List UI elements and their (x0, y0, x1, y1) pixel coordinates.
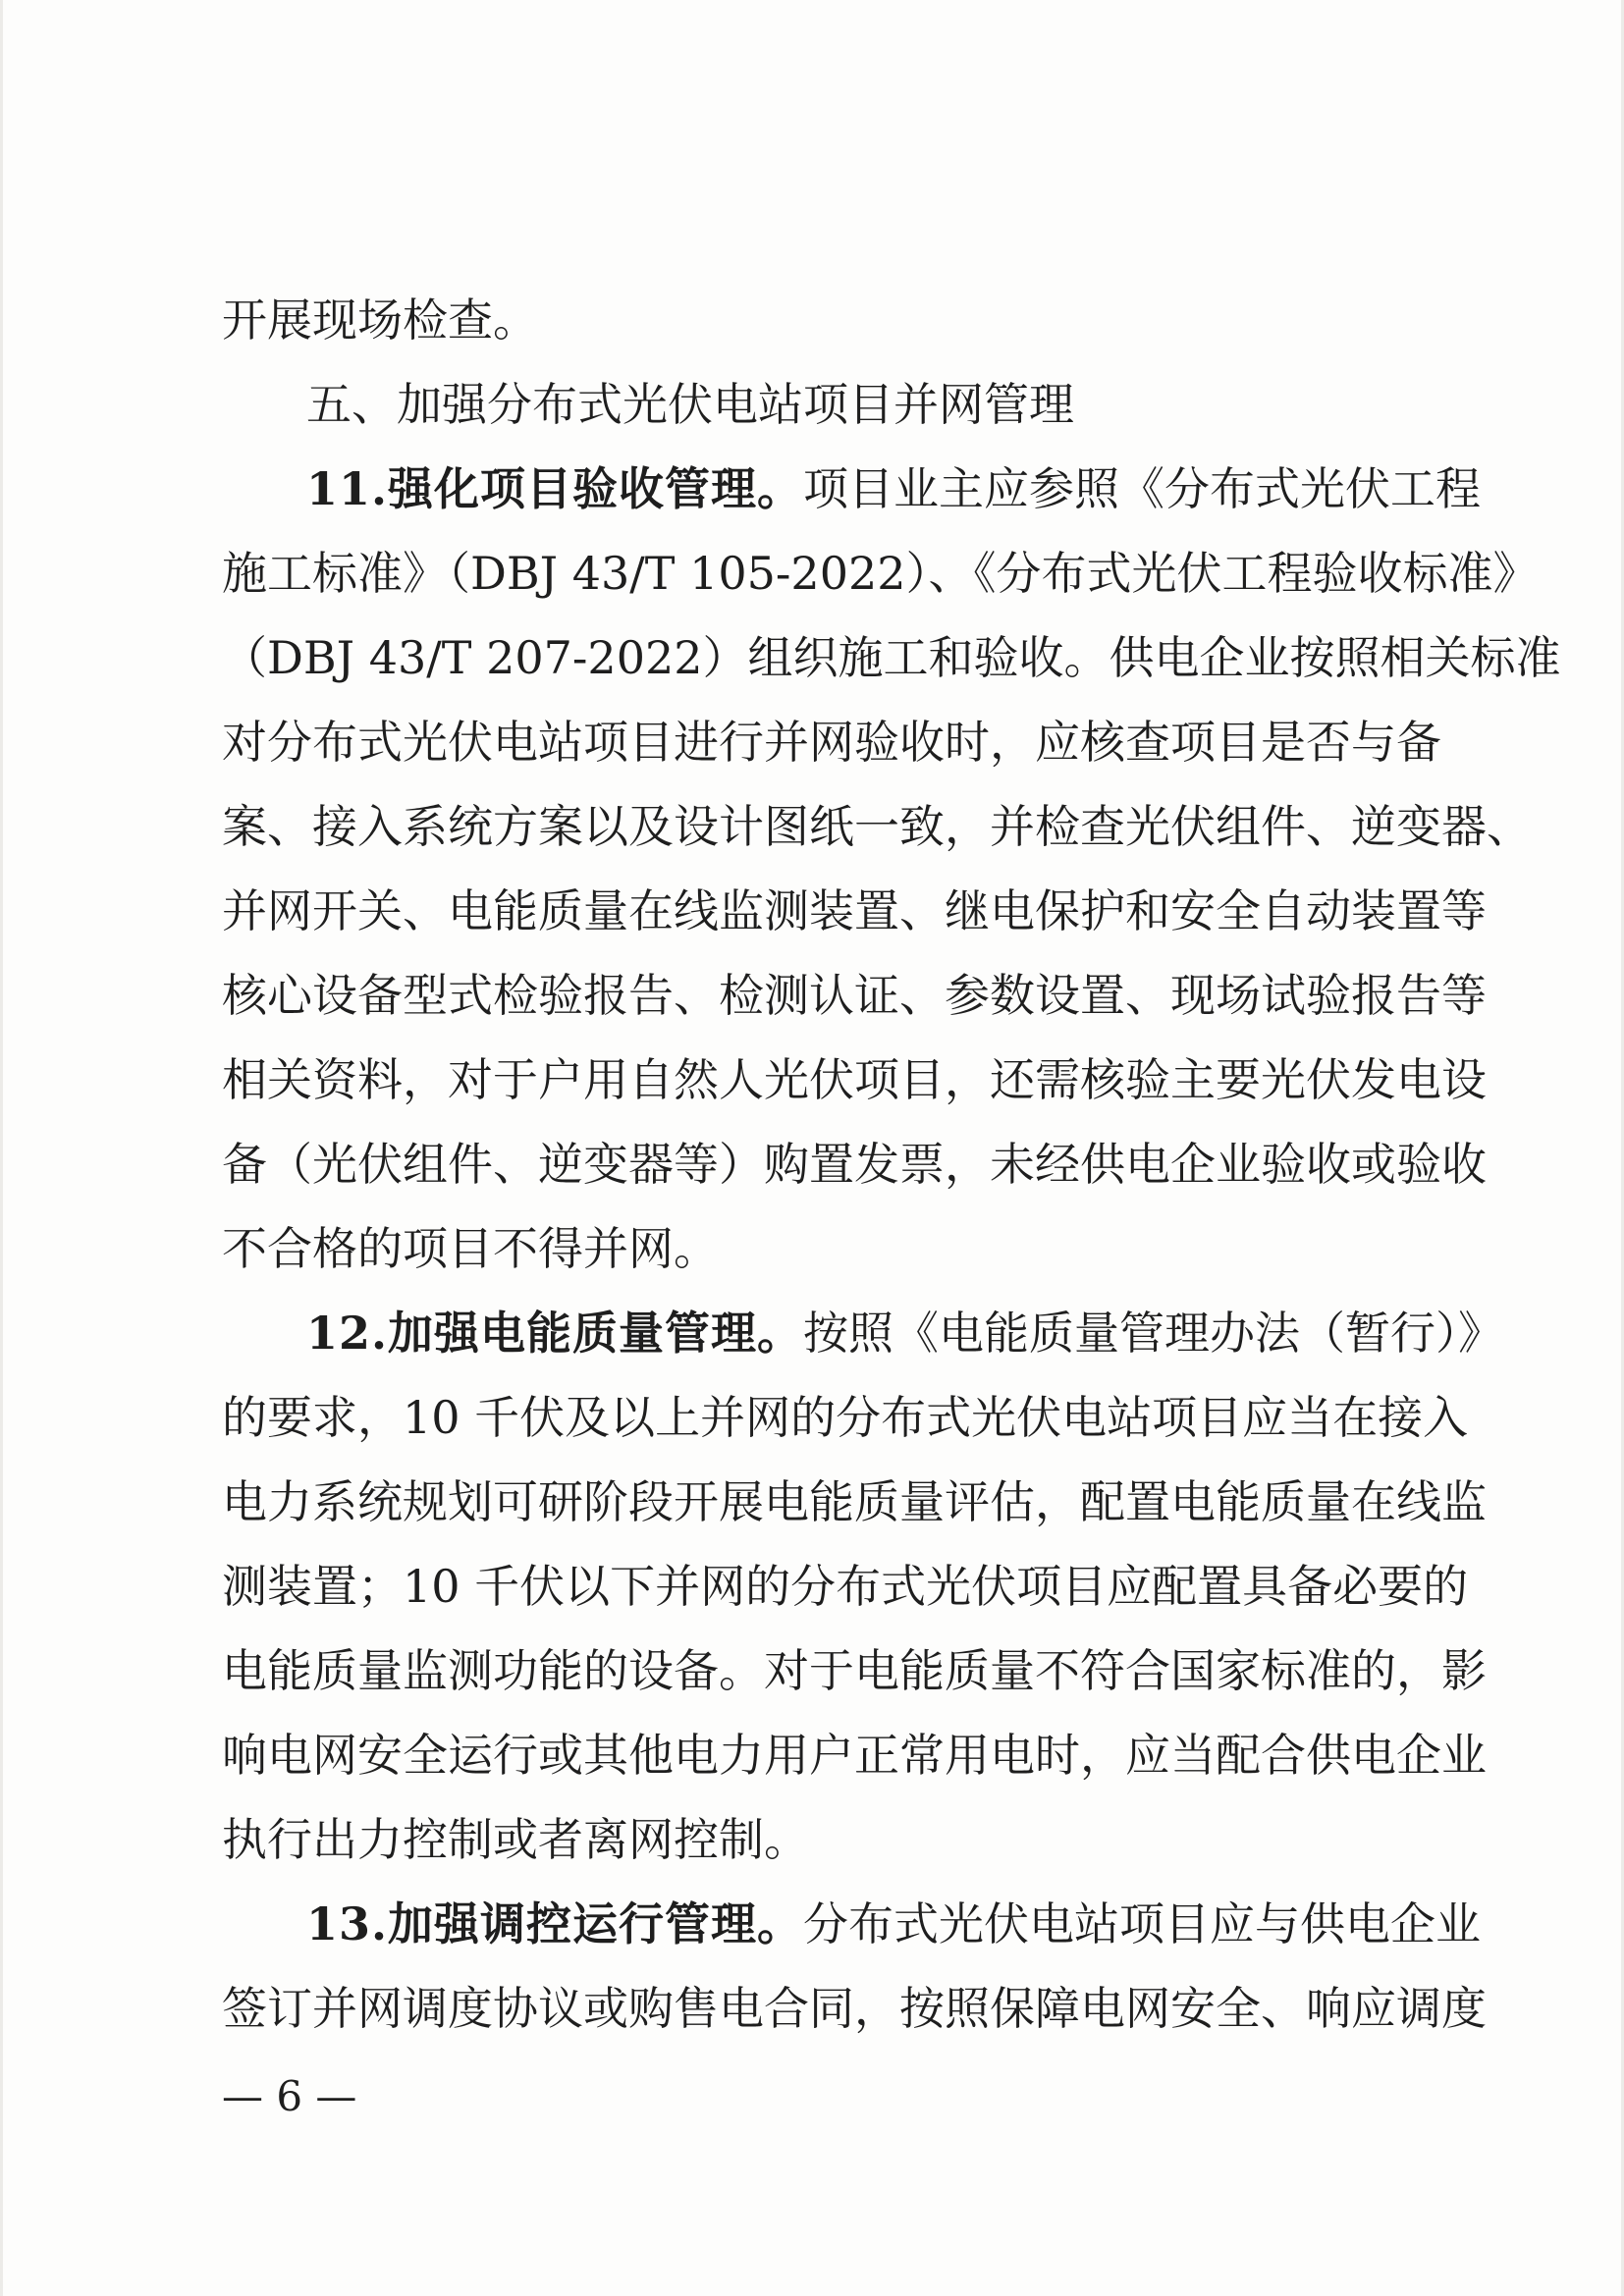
body-line-7: 案、接入系统方案以及设计图纸一致，并检查光伏组件、逆变器、 (222, 800, 1532, 853)
section-heading-5: 五、加强分布式光伏电站项目并网管理 (306, 378, 1074, 431)
paragraph-11-first-line (306, 459, 1482, 518)
item-12-title: 12.加强电能质量管理。 (306, 1307, 804, 1360)
body-line-19: 响电网安全运行或其他电力用户正常用电时，应当配合供电企业 (222, 1729, 1487, 1782)
body-line-5: （DBJ 43/T 207-2022）组织施工和验收。供电企业按照相关标准 (222, 631, 1561, 684)
body-line-4: 施工标准》（DBJ 43/T 105-2022）、《分布式光伏工程验收标准》 (222, 547, 1539, 600)
paragraph-12-first-line (306, 1304, 1504, 1362)
body-line-23: 签订并网调度协议或购售电合同，按照保障电网安全、响应调度 (222, 1982, 1487, 2035)
paragraph-13-first-line (306, 1895, 1482, 1953)
page-number: — 6 — (222, 2072, 357, 2120)
body-line-11: 备（光伏组件、逆变器等）购置发票，未经供电企业验收或验收 (222, 1138, 1487, 1191)
body-line-8: 并网开关、电能质量在线监测装置、继电保护和安全自动装置等 (222, 884, 1487, 937)
scan-edge-left (0, 0, 3, 2296)
body-line-12: 不合格的项目不得并网。 (222, 1222, 719, 1275)
item-11-title: 11.强化项目验收管理。 (306, 462, 804, 515)
body-line-10: 相关资料，对于户用自然人光伏项目，还需核验主要光伏发电设 (222, 1053, 1487, 1106)
body-line-6: 对分布式光伏电站项目进行并网验收时，应核查项目是否与备 (222, 716, 1441, 769)
item-13-text: 分布式光伏电站项目应与供电企业 (803, 1897, 1482, 1950)
body-line-18: 电能质量监测功能的设备。对于电能质量不符合国家标准的，影 (222, 1644, 1487, 1697)
body-line-1: 开展现场检查。 (222, 294, 538, 347)
body-line-9: 核心设备型式检验报告、检测认证、参数设置、现场试验报告等 (222, 969, 1487, 1022)
body-line-15: 的要求，10 千伏及以上并网的分布式光伏电站项目应当在接入 (222, 1391, 1469, 1444)
item-11-text: 项目业主应参照《分布式光伏工程 (803, 462, 1482, 515)
body-line-16: 电力系统规划可研阶段开展电能质量评估，配置电能质量在线监 (222, 1475, 1487, 1528)
body-line-17: 测装置；10 千伏以下并网的分布式光伏项目应配置具备必要的 (222, 1560, 1469, 1613)
body-line-20: 执行出力控制或者离网控制。 (222, 1813, 809, 1866)
item-13-title: 13.加强调控运行管理。 (306, 1897, 804, 1950)
item-12-text: 按照《电能质量管理办法（暂行）》 (803, 1307, 1504, 1360)
